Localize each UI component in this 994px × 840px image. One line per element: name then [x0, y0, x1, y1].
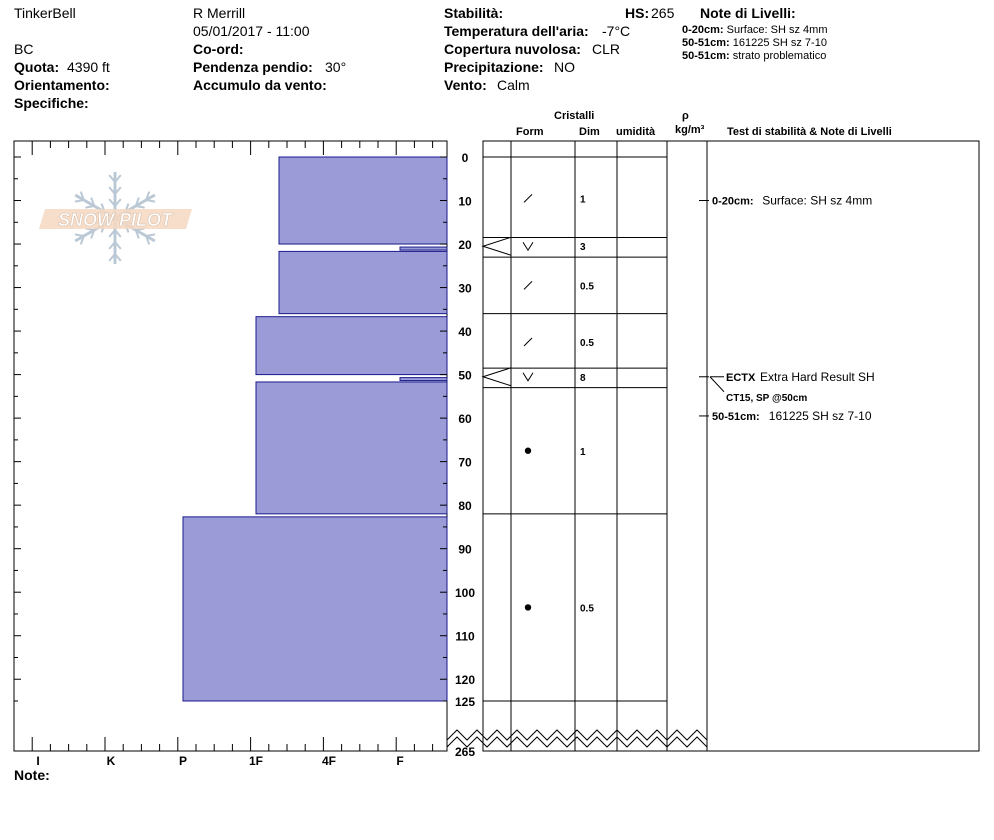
layer-note: 50-51cm: strato problematico: [682, 50, 827, 62]
note-range: 0-20cm:: [712, 195, 754, 208]
depth-tick-label: 0: [461, 151, 469, 165]
stability-label: Stabilità:: [444, 5, 504, 21]
wind-label: Vento:: [444, 77, 487, 93]
logo-flake-branch: [75, 234, 84, 236]
depth-tick-label: 10: [458, 194, 472, 209]
crystal-form-hoar: [523, 373, 533, 381]
hardness-layer: [183, 517, 447, 701]
hardness-tick-label: P: [178, 754, 188, 768]
test-result: Extra Hard Result SH: [760, 369, 875, 384]
depth-tick-label: 70: [458, 455, 472, 470]
hardness-layer: [400, 247, 447, 250]
weak-layer-marker: [483, 368, 511, 386]
logo-flake-branch: [85, 206, 94, 208]
air-temp-value: -7°C: [602, 23, 631, 39]
hardness-tick-label: F: [396, 754, 404, 768]
wind-value: Calm: [497, 77, 530, 93]
hardness-tick-label: 4F: [321, 754, 337, 768]
depth-tick-label: 110: [455, 629, 475, 644]
sky-label: Copertura nuvolosa:: [444, 41, 581, 57]
hs-value: 265: [651, 5, 675, 21]
depth-tick-label: 30: [458, 281, 472, 296]
logo-flake-branch: [136, 206, 145, 208]
specifics-label: Specifiche:: [14, 95, 89, 111]
hardness-layer: [256, 317, 447, 375]
depth-break-label: 265: [454, 745, 476, 759]
elevation-value: 4390 ft: [67, 59, 110, 75]
size-header: Dim: [579, 126, 600, 138]
crystal-size: 0.5: [580, 337, 594, 349]
crystal-form-facet: [524, 281, 532, 289]
depth-tick-label: 90: [458, 542, 472, 557]
test-detail: CT15, SP @50cm: [726, 392, 808, 404]
hardness-layer: [400, 378, 447, 381]
hardness-tick-label: I: [36, 754, 40, 768]
snowpilot-logo: [39, 172, 192, 264]
layer-notes-title: Note di Livelli:: [700, 5, 796, 21]
crystal-form-round: [525, 604, 531, 610]
logo-flake-branch: [146, 200, 155, 202]
note-range: 50-51cm:: [712, 410, 760, 423]
hardness-layer: [279, 251, 447, 313]
crystal-size: 0.5: [580, 281, 594, 293]
aspect-label: Orientamento:: [14, 77, 110, 93]
crystals-header: Cristalli: [554, 110, 595, 122]
location-name: TinkerBell: [14, 5, 76, 21]
datetime: 05/01/2017 - 11:00: [193, 23, 310, 39]
test-code: ECTX: [726, 371, 756, 384]
table-frame: [483, 141, 979, 751]
form-header: Form: [516, 126, 544, 138]
crystal-form-facet: [524, 194, 532, 202]
crystal-form-hoar: [523, 242, 533, 250]
test-pointer: [710, 377, 724, 392]
depth-tick-label: 50: [458, 368, 472, 383]
depth-tick-label: 40: [458, 325, 472, 340]
crystal-form-round: [525, 448, 531, 454]
observer: R Merrill: [193, 5, 246, 21]
hardness-layer: [279, 157, 447, 244]
elevation-label: Quota:: [14, 59, 60, 75]
logo-flake-branch: [75, 200, 84, 202]
crystal-size: 0.5: [580, 603, 594, 615]
air-temp-label: Temperatura dell'aria:: [444, 23, 589, 39]
layer-note: 0-20cm: Surface: SH sz 4mm: [682, 24, 828, 36]
depth-tick-label: 125: [454, 695, 476, 709]
weak-layer-marker: [483, 237, 511, 255]
depth-tick-label: 120: [454, 673, 476, 688]
density-unit: kg/m³: [675, 124, 705, 136]
note-text: 161225 SH sz 7-10: [768, 408, 872, 423]
precip-value: NO: [554, 59, 575, 75]
coords-label: Co-ord:: [193, 41, 244, 57]
precip-label: Precipitazione:: [444, 59, 544, 75]
hs-label: HS:: [625, 5, 650, 21]
depth-tick-label: 80: [458, 499, 472, 514]
slope-label: Pendenza pendio:: [193, 59, 313, 75]
hardness-tick-label: K: [106, 754, 116, 768]
logo-text: SNOW PILOT: [58, 210, 172, 230]
layer-note: 50-51cm: 161225 SH sz 7-10: [682, 37, 827, 49]
logo-flake-branch: [146, 234, 155, 236]
region: BC: [14, 41, 34, 57]
depth-tick-label: 100: [454, 586, 476, 601]
crystal-form-facet: [524, 338, 532, 346]
note-text: Surface: SH sz 4mm: [762, 193, 873, 208]
sky-value: CLR: [592, 41, 621, 57]
crystal-size: 8: [580, 372, 586, 384]
notes-label: Note:: [14, 767, 50, 783]
crystal-size: 1: [580, 446, 586, 458]
axis-break: [447, 730, 707, 740]
crystal-size: 3: [580, 242, 586, 254]
crystal-size: 1: [580, 194, 586, 206]
depth-tick-label: 20: [458, 238, 472, 253]
tests-header: Test di stabilità & Note di Livelli: [727, 126, 892, 138]
depth-tick-label: 60: [458, 412, 472, 427]
wind-loading-label: Accumulo da vento:: [193, 77, 327, 93]
slope-value: 30°: [325, 59, 347, 75]
hardness-layer: [256, 382, 447, 514]
moisture-header: umidità: [616, 126, 656, 138]
hardness-tick-label: 1F: [248, 754, 264, 768]
density-symbol: ρ: [682, 110, 689, 122]
